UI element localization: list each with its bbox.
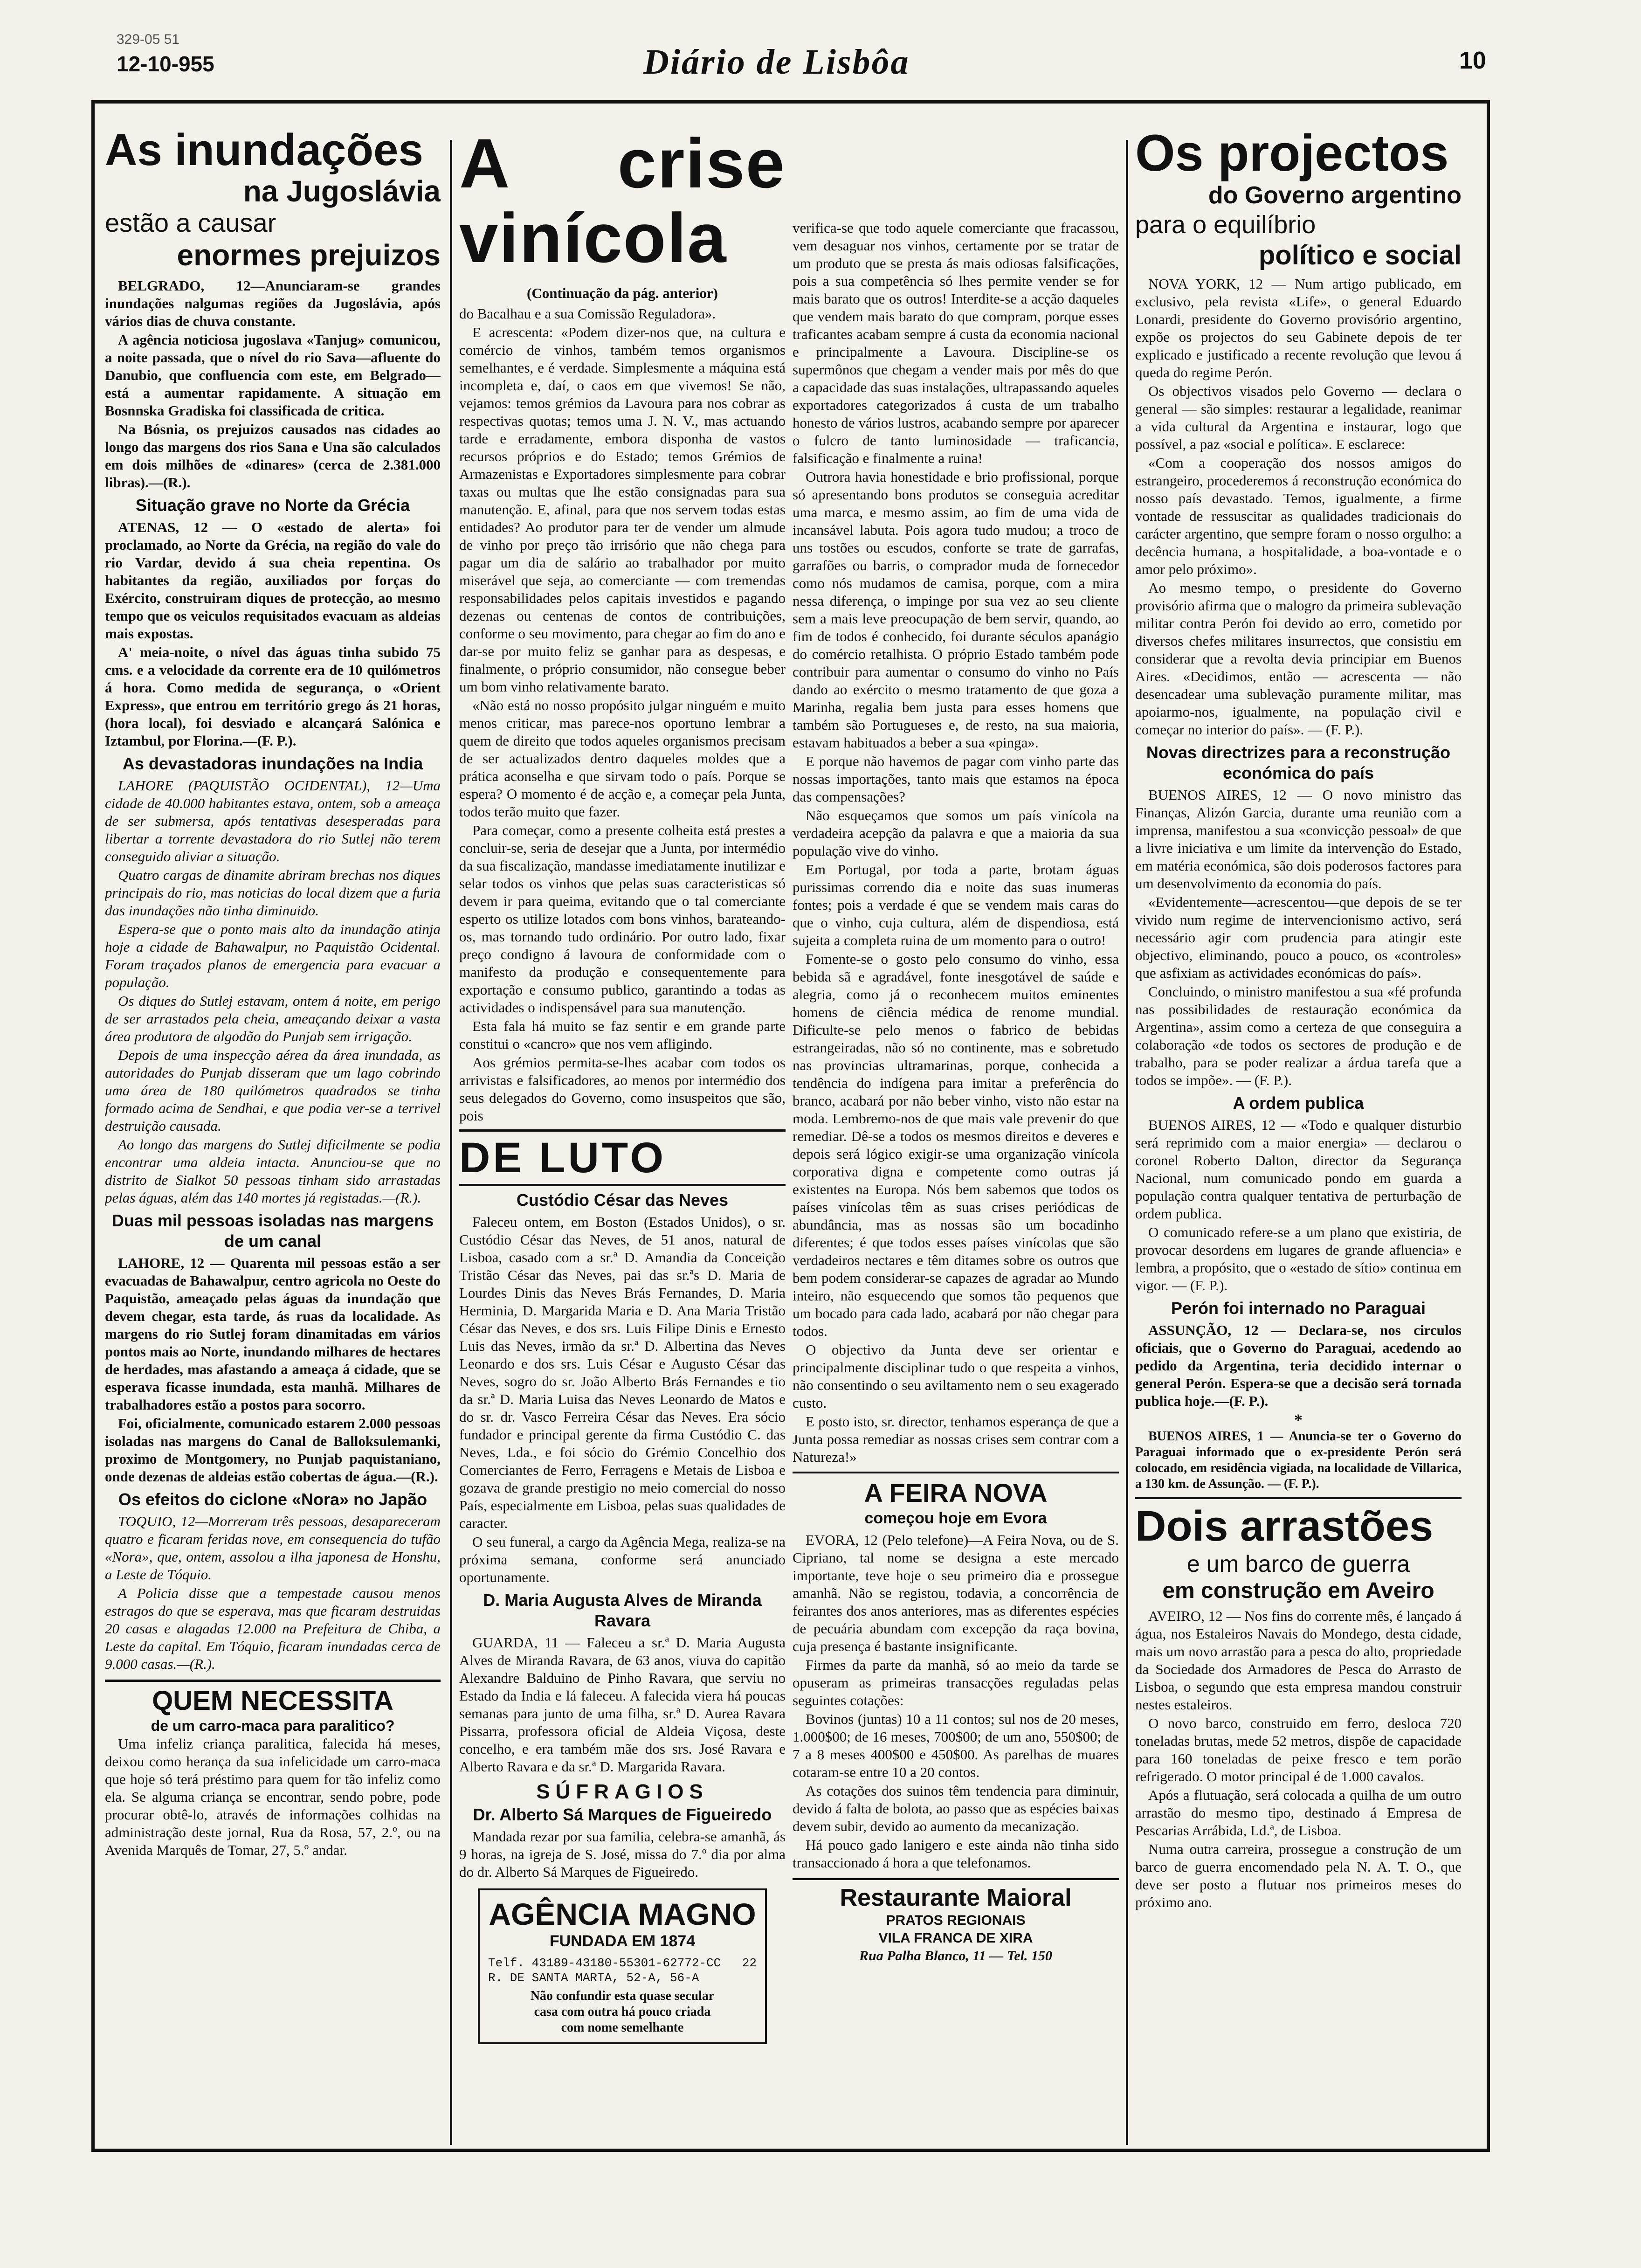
ad-address: R. DE SANTA MARTA, 52-A, 56-A [488, 1971, 699, 1985]
article-paragraph: Há pouco gado lanigero e este ainda não tinha sido transaccionado á hora a que telefonamos. [793, 1837, 1119, 1871]
article-paragraph: As cotações dos suinos têm tendencia para diminuir, devido á falta de bolota, ao passo que as espécies baixas devem subir, devido ao aumento da mecanização. [793, 1783, 1119, 1834]
obituary-paragraph: O seu funeral, a cargo da Agência Mega, realiza-se na próxima semana, conforme será anunciado oportunamente. [459, 1534, 786, 1585]
article-paragraph: Esta fala há muito se faz sentir e em grande parte constitui o «cancro» que nos vem afligindo. [459, 1018, 786, 1052]
restaurant-ad [793, 1878, 1119, 1965]
headline-floods: As inundações [105, 126, 423, 175]
ad-founded: FUNDADA EM 1874 [549, 1932, 696, 1950]
article-paragraph: Ao longo das margens do Sutlej dificilmente se podia encontrar uma aldeia intacta. Anunciou-se que no distrito de Sialkot 50 pessoas tinham sido arrastadas pelas águas, além das 140 mortes já registadas.—(R.). [105, 1136, 441, 1206]
headline-projectos: Os projectos [1135, 126, 1449, 182]
headline-yugoslavia: na Jugoslávia [243, 174, 441, 208]
ad-note-3: com nome semelhante [561, 2020, 684, 2035]
restaurant-name: Restaurante Maioral [840, 1884, 1072, 1911]
headline-aveiro: em construção em Aveiro [1162, 1578, 1434, 1603]
headline-quem-necessita: QUEM NECESSITA [152, 1686, 393, 1716]
article-paragraph: Quatro cargas de dinamite abriram brechas nos diques principais do rio, mas noticias do local dizem que a furia das inundações não tinha diminuido. [105, 867, 441, 919]
article-paragraph: Para começar, como a presente colheita está prestes a concluir-se, seria de desejar que a Junta, por intermédio da sua fiscalização, mandasse imediatamente inutilizar e selar todos os vinhos que pelas suas caracteristicas só devem ir para queima, evitando que o tal comerciante esperto os utilize lotados com bons vinhos, barateando-os, mas tornando tudo ordinário. Por outro lado, fixar preço condigno á lavoura de conformidade com o manifesto da produção e consequentemente para exportação e consumo publico, garantindo a todas as actividades o indispensável para sua manutenção. [459, 822, 786, 1016]
article-paragraph: O comunicado refere-se a um plano que existiria, de provocar desordens em lugares de grande afluencia» e lembra, a propósito, que o «estado de sítio» continua em vigor. — (F. P.). [1135, 1224, 1462, 1293]
column-wine-crisis-cont [793, 219, 1119, 2145]
obituary-name: D. Maria Augusta Alves de Miranda Ravara [483, 1590, 762, 1630]
sufragios-paragraph: Mandada rezar por sua familia, celebra-se amanhã, ás 9 horas, na igreja de S. José, missa do 7.º dia por alma do dr. Alberto Sá Marques de Figueiredo. [459, 1828, 786, 1880]
article-paragraph: verifica-se que todo aquele comerciante que fracassou, vem desaguar nos vinhos, certamente por se tratar de um produto que se presta ás mais odiosas falsificações, pois a sua competência só lhes permite vender se for mais barato que os outros! Interdite-se a acção daqueles que vendem mais barato do que compram, porque esses traficantes acabam sempre á custa da economia nacional e principalmente a Lavoura. Discipline-se os supermônos que chegam a vender mais por mês do que a capacidade das suas instalações, ultrapassando aqueles exportadores categorizados á custa de um trabalho honesto de vários lustros, acabando sempre por aparecer o fulcro de tanto luminosidade — traficancia, falsificação e finalmente a ruina! [793, 220, 1119, 466]
article-paragraph: Numa outra carreira, prossegue a construção de um barco de guerra encomendado pela N. A. T. O., que deve ser posto a flutuar nos primeiros meses do próximo ano. [1135, 1841, 1462, 1910]
article-paragraph: Após a flutuação, será colocada a quilha de um outro arrastão do mesmo tipo, destinado á Empresa de Pescarias Arrábida, Ld.ª, de Lisboa. [1135, 1787, 1462, 1839]
ad-phone: Telf. 43189-43180-55301-62772-CC [488, 1956, 721, 1970]
article-paragraph: BUENOS AIRES, 12 — O novo ministro das Finanças, Alizón Garcia, durante uma reunião com a imprensa, manifestou a sua «convicção pessoal» de que a livre iniciativa e um limite da intervenção do Estado, em matéria económica, são dois poderosos factores para um desenvolvimento da economia do país. [1135, 787, 1462, 892]
article-paragraph: A' meia-noite, o nível das águas tinha subido 75 cms. e a velocidade da corrente era de 10 quilómetros á hora. Como medida de segurança, o «Orient Express», que entrou em território grego ás 21 horas, (hora local), foi desviado e alcançará Salónica e Iztambul, por Florina.—(F. P.). [105, 644, 441, 749]
headline-governo-argentino: do Governo argentino [1208, 182, 1462, 209]
article-paragraph: AVEIRO, 12 — Nos fins do corrente mês, é lançado á água, nos Estaleiros Navais do Mondego, desta cidade, mais um novo arrastão para a pesca do alto, propriedade da Sociedade dos Armadores de Pesca do Arrasto de Lisboa, o segundo que esta empresa mandou construir nestes estaleiros. [1135, 1608, 1462, 1713]
article-paragraph: E posto isto, sr. director, tenhamos esperança de que a Junta possa remediar as nossas crises sem contrar com a Natureza!» [793, 1413, 1119, 1465]
column-rule [1126, 140, 1128, 2145]
article-paragraph: Concluindo, o ministro manifestou a sua «fé profunda nas possibilidades de restauração económica da Argentina», assim como a certeza de que conseguira a colaboração «de todos os sectores de produção e de trabalho, para se poder realizar a árdua tarefa que a todos se impõe». — (F. P.). [1135, 983, 1462, 1088]
article-paragraph: do Bacalhau e a sua Comissão Reguladora». [459, 305, 716, 322]
headline-wine-crisis: A crise vinícola [459, 126, 786, 277]
article-paragraph: LAHORE, 12 — Quarenta mil pessoas estão a ser evacuadas de Bahawalpur, centro agricola no Oeste do Paquistão, ameaçado pelas águas da inundação que devem chegar, esta tarde, ás ruas da localidade. As margens do rio Sutlej foram dinamitadas em vários pontos mais ao Norte, inundando milhares de hectares de herdades, mas afastando a ameaça á cidade, que se esperava ficasse inundada, esta manhã. Milhares de trabalhadores estão a postos para socorro. [105, 1255, 441, 1413]
subheading-ordem-publica: A ordem publica [1233, 1093, 1364, 1113]
restaurant-tagline: PRATOS REGIONAIS [886, 1913, 1026, 1928]
archive-reference: 329-05 51 [117, 32, 180, 47]
subheading-peron-internado: Perón foi internado no Paraguai [1171, 1299, 1426, 1318]
headline-politico-social: político e social [1258, 240, 1462, 270]
headline-equilibrio: para o equilíbrio [1135, 211, 1316, 239]
article-paragraph: Ao mesmo tempo, o presidente do Governo provisório afirma que o malogro da primeira sublevação militar contra Perón foi devido ao erro, cometido por diversos chefes militares insurrectos, que consistiu em considerar que a revolta devia principiar em Buenos Aires. «Decidimos, então — acrescenta — não desencadear uma sublevação puramente militar, mas apoiarmo-nos, igualmente, na população civil e começar no interior do país». — (F. P.). [1135, 580, 1462, 738]
article-paragraph: E acrescenta: «Podem dizer-nos que, na cultura e comércio de vinhos, também temos organismos semelhantes, e é verdade. Simplesmente a máquina está incompleta e, daí, o caos em que vivemos! Se não, vejamos: temos grémios da Lavoura para nos cobrar as respectivas quotas; temos uma J. N. V., mas actuando tarde e erradamente, embora disponha de vastos recursos próprios e do Estado; temos Grémios de Armazenistas e Exportadores simplesmente para cobrar taxas ou multas que lhe estão consignadas para sua manutenção. E, afinal, para que nos servem todas estas entidades? Ao produtor para ter de vender um almude de vinho por preço tão irrisório que não chega para pagar um dia de salário ao trabalhador por muito miserável que seja, ao comerciante — com tremendas responsabilidades pelos capitais investidos e pagando dezenas ou centenas de contos de contribuições, conforme o seu movimento, para chegar ao fim do ano e dar-se por muito feliz se ganhar para as despesas, e finalmente, o próprio consumidor, não consegue beber um bom vinho relativamente barato. [459, 324, 786, 695]
restaurant-town: VILA FRANCA DE XIRA [878, 1930, 1033, 1946]
subheading-cyclone: Os efeitos do ciclone «Nora» no Japão [118, 1490, 427, 1509]
restaurant-address: Rua Palha Blanco, 11 — Tel. 150 [859, 1948, 1052, 1964]
ad-name: AGÊNCIA MAGNO [489, 1897, 756, 1931]
obituary-paragraph: GUARDA, 11 — Faleceu a sr.ª D. Maria Augusta Alves de Miranda Ravara, de 63 anos, viuva do capitão Alexandre Balduino de Pinho Ravara, que serviu no Estado da India e lá faleceu. A falecida viera há poucas semanas para junto de uma filha, sr.ª D. Aurea Ravara Pissarra, professora oficial de Aldeia Viçosa, deste concelho, e era também mãe dos srs. José Ravara e Alberto Ravara e da sr.ª D. Margarida Ravara. [459, 1634, 786, 1775]
section-de-luto: DE LUTO [459, 1129, 786, 1186]
subheading-india: As devastadoras inundações na India [122, 754, 423, 773]
article-paragraph: Os objectivos visados pelo Governo — declara o general — são simples: restaurar a legalidade, reanimar a vida cultural da Argentina e instaurar, logo que possível, a paz «social e política». E esclarece: [1135, 383, 1462, 452]
agencia-magno-ad [478, 1888, 767, 2044]
article-paragraph: TOQUIO, 12—Morreram três pessoas, desapareceram quatro e ficaram feridas nove, em consequencia do tufão «Nora», que, ontem, assolou a ilha japonesa de Honshu, a Leste de Tóquio. [105, 1513, 441, 1583]
article-paragraph: «Não está no nosso propósito julgar ninguém e muito menos criticar, mas parece-nos oportuno lembrar a quem de direito que todos aqueles organismos precisam de ser actualizados dentro daqueles moldes que a prática aconselha e que sirvam todo o país. Porque se espera? O momento é de acção e, a começar pela Junta, todos terão muito que fazer. [459, 697, 786, 820]
column-rule [450, 140, 452, 2145]
page-number: 10 [1459, 47, 1486, 74]
sufragios-name: Dr. Alberto Sá Marques de Figueiredo [473, 1805, 772, 1824]
ad-note-2: casa com outra há pouco criada [534, 2005, 711, 2019]
issue-date: 12-10-955 [117, 52, 214, 76]
article-paragraph: «Com a cooperação dos nossos amigos do estrangeiro, procederemos á reconstrução económica do nosso país devastado. Temos, igualmente, a firme vontade de ressuscitar as qualidades tradicionais do carácter argentino, que sempre foram o nosso orgulho: a decência humana, a hospitalidade, a boa-vontade e o amor pelo próximo». [1135, 455, 1462, 577]
article-paragraph: «Evidentemente—acrescentou—que depois de se ter vivido num regime de intervencionismo activo, será necessário agir com prudencia para atingir este objectivo, eliminando, pouco a pouco, os «controles» que asfixiam as actividades económicas do país». [1135, 894, 1462, 981]
headline-dois-arrastoes: Dois arrastões [1135, 1502, 1434, 1550]
article-paragraph: ATENAS, 12 — O «estado de alerta» foi proclamado, ao Norte da Grécia, na região do vale do rio Vardar, devido á sua cheia repentina. Os habitantes da região, auxiliados por forças do Exército, construiram diques de protecção, ao mesmo tempo que os veiculos requisitados evacuam as aldeias mais expostas. [105, 519, 441, 642]
subheading-greece: Situação grave no Norte da Grécia [135, 496, 410, 515]
article-paragraph: Depois de uma inspecção aérea da área inundada, as autoridades do Punjab disseram que um lago cobrindo uma área de 180 quilómetros quadrados se tinha formado acima de Sendhai, e que podia ver-se a terrivel destruição causada. [105, 1047, 441, 1134]
article-paragraph: O novo barco, construido em ferro, desloca 720 toneladas brutas, mede 52 metros, dispõe de capacidade para 160 toneladas de peixe fresco e tem porão refrigerado. O motor principal é de 1.000 cavalos. [1135, 1715, 1462, 1784]
newspaper-masthead: Diário de Lisbôa [643, 42, 910, 82]
article-paragraph: Em Portugal, por toda a parte, brotam águas purissimas correndo dia e noite das suas inumeras fontes; pois a verdade é que se vendem mais caras do que o vinho, cuja cultura, além de dispendiosa, está sujeita a completa ruina de um momento para o outro! [793, 861, 1119, 948]
article-paragraph: Firmes da parte da manhã, só ao meio da tarde se opuseram as primeiras transacções reguladas pelas seguintes cotações: [793, 1657, 1119, 1708]
article-paragraph: EVORA, 12 (Pelo telefone)—A Feira Nova, ou de S. Cipriano, tal nome se designa a este mercado importante, teve hoje o seu primeiro dia e prossegue amanhã. Não se registou, todavia, a concorrência de feirantes dos anos anteriores, mas as diferentes espécies de pecuária abundam com excepção da raça bovina, cuja presença é bastante insignificante. [793, 1532, 1119, 1654]
column-argentina [1135, 126, 1462, 2145]
headline-losses: enormes prejuizos [177, 238, 441, 272]
article-paragraph: E porque não havemos de pagar com vinho parte das nossas importações, tanto mais que estamos na época das compensações? [793, 753, 1119, 805]
article-paragraph: NOVA YORK, 12 — Num artigo publicado, em exclusivo, pela revista «Life», o general Eduardo Lonardi, presidente do Governo provisório argentino, expõe os projectos do seu Gabinete depois de ter explicado e justificado a recente revolução que levou á queda do regime Perón. [1135, 276, 1462, 380]
article-paragraph: Fomente-se o gosto pelo consumo do vinho, essa bebida sã e agradável, fonte inesgotável de saúde e alegria, como já o reconhecem muitos eminentes homens de ciência médica de renome mundial. Dificulte-se pelo menos o fabrico de bebidas estrangeiradas, não só no continente, mas e sobretudo nas provincias ultramarinas, porque, conhecida a tendência do indígena para imitar a preferência do branco, acabará por não beber vinho, visto não estar na moda. Lembremo-nos de que mais vale prevenir do que remediar. Dê-se a todos os mesmos direitos e deveres e depois será lógico exigir-se uma organização vinícola corporativa digna e competente como outras já existentes na Europa. Nós bem sabemos que todos os países vinícolas têm as suas crises periódicas de abundância, mas as nossas são um bocadinho diferentes; é que todos esses países vinícolas que são verdadeiros nectares e têm ditames sobre os outros que bem podem considerar-se capazes de agradar ao Mundo inteiro, não esquecendo que somos tão pequenos que um bocado para cada lado, acabará por não chegar para todos. [793, 951, 1119, 1339]
subheading-evora: começou hoje em Evora [864, 1509, 1047, 1527]
article-paragraph: Na Bósnia, os prejuizos causados nas cidades ao longo das margens dos rios Sana e Una são calculados em dois milhões de «dinares» (cerca de 2.381.000 libras).—(R.). [105, 421, 441, 491]
article-paragraph: A Policia disse que a tempestade causou menos estragos do que se esperava, mas que ficaram destruidas 20 casas e alagadas 12.000 na Prefeitura de Chiba, a Leste da capital. Em Tóquio, ficaram inundadas cerca de 9.000 casas.—(R.). [105, 1585, 441, 1672]
subheading-novas-directrizes: Novas directrizes para a reconstrução económica do país [1146, 743, 1451, 782]
subheading-canal: Duas mil pessoas isoladas nas margens de um canal [111, 1211, 434, 1251]
article-paragraph: Uma infeliz criança paralitica, falecida há meses, deixou como herança da sua infelicidade um carro-maca que hoje só terá préstimo para quem for tão infeliz como ela. Se alguma criança se encontrar, sendo pobre, pode procurar obtê-lo, através de informações colhidas na administração deste jornal, Rua da Rosa, 57, 2.º, ou na Avenida Marquês de Tomar, 27, 5.º andar. [105, 1736, 441, 1858]
article-paragraph: Aos grémios permita-se-lhes acabar com todos os arrivistas e falsificadores, ao menos por intermédio dos seus delegados do Governo, como insuspeitos que são, pois [459, 1054, 786, 1124]
article-paragraph: BELGRADO, 12—Anunciaram-se grandes inundações nalgumas regiões da Jugoslávia, após vários dias de chuva constante. [105, 277, 441, 329]
obituary-name: Custódio César das Neves [516, 1190, 729, 1210]
article-paragraph: Bovinos (juntas) 10 a 11 contos; sul nos de 20 meses, 1.000$00; de 16 meses, 700$00; de um ano, 550$00; de 7 a 8 meses 400$00 e 450$00. As parelhas de muares cotaram-se entre 10 a 20 contos. [793, 1711, 1119, 1780]
article-paragraph: Os diques do Sutlej estavam, ontem á noite, em perigo de ser arrastados pela cheia, ameaçando deixar a vasta área produtora de algodão do Punjab sem irrigação. [105, 993, 441, 1044]
article-paragraph: O objectivo da Junta deve ser orientar e principalmente disciplinar tudo o que respeita a vinhos, não consentindo o seu aviltamento nem o seu exagerado custo. [793, 1341, 1119, 1411]
article-paragraph: Outrora havia honestidade e brio profissional, porque só apresentando bons produtos se conseguia acreditar uma marca, e mesmo assim, ao fim de uma vida de incansável labuta. Pois agora tudo mudou; a troco de uns tostões ou escudos, conforte se trate de garrafas, garrafões ou barris, o comprador muda de fornecedor como nós mudamos de camisa, porque, com a mira nessa diferença, o impinge por sua vez ao seu cliente sem a mais leve preocupação de bem servir, quando, ao fim de todos é conhecido, foi durante séculos apanágio do comércio retalhista. O próprio Estado também pode contribuir para aumentar o consumo do vinho no País dando ao exército o mesmo tratamento de que goza a Marinha, regalia bem justa para esses homens que também são Portugueses e, de resto, na sua maioria, estavam habituados a beber a sua «pinga». [793, 469, 1119, 751]
article-paragraph: LAHORE (PAQUISTÃO OCIDENTAL), 12—Uma cidade de 40.000 habitantes estava, ontem, sob a ameaça de ser submersa, após tentativas desesperadas para libertar a torrente devastadora do rio Sutlej não terem conseguido aliviar a situação. [105, 777, 441, 864]
headline-barco-guerra: e um barco de guerra [1186, 1551, 1410, 1577]
column-floods [105, 126, 441, 2145]
ad-number: 22 [742, 1956, 757, 1970]
headline-feira-nova: A FEIRA NOVA [864, 1478, 1048, 1507]
article-paragraph: A agência noticiosa jugoslava «Tanjug» comunicou, a noite passada, que o nível do rio Sava—afluente do Danubio, que confluencia com este, em Belgrado—está a aumentar rapidamente. A situação em Bosnnska Gradiska foi classificada de critica. [105, 332, 441, 419]
article-paragraph: Espera-se que o ponto mais alto da inundação atinja hoje a cidade de Bahawalpur, no Paquistão Ocidental. Foram traçados planos de emergencia para evacuar a população. [105, 921, 441, 990]
article-paragraph: BUENOS AIRES, 12 — «Todo e qualquer disturbio será reprimido com a maior energia» — declarou o coronel Roberto Dalton, director da Segurança Nacional, num comunicado pondo em guarda a população contra qualquer tentativa de perturbação de ordem publica. [1135, 1117, 1462, 1222]
sufragios-heading: SÚFRAGIOS [536, 1780, 709, 1803]
ad-note-1: Não confundir esta quase secular [530, 1989, 715, 2003]
article-paragraph: Não esqueçamos que somos um país vinícola na verdadeira acepção da palavra e que a maioria da sua população vive do vinho. [793, 807, 1119, 859]
obituary-paragraph: Faleceu ontem, em Boston (Estados Unidos), o sr. Custódio César das Neves, de 51 anos, natural de Lisboa, casado com a sr.ª D. Amandia da Conceição Tristão César das Neves, pai das sr.ªs D. Maria de Lourdes Dinis das Neves Brás Fernandes, D. Maria Herminia, D. Margarida Maria e D. Ana Maria Tristão César das Neves, e dos srs. Luis Filipe Dinis e Ernesto Luis das Neves, irmão da sr.ª D. Albertina das Neves Leonardo e dos srs. Luis César e Augusto César das Neves, sogro do sr. João Alberto Brás Fernandes e tio da sr.ª D. Maria Luisa das Neves Leonardo de Matos e do sr. dr. Vasco Ferreira César das Neves. Era sócio fundador e principal gerente da firma Custódio C. das Neves, Lda., e foi sócio do Grémio Concelhio dos Comerciantes de Ferro, Ferragens e Metais de Lisboa e gozava de grande prestigio no meio comercial do nosso País, especialmente em Lisboa, pelas suas qualidades de caracter. [459, 1214, 786, 1531]
article-paragraph: Foi, oficialmente, comunicado estarem 2.000 pessoas isoladas nas margens do Canal de Balloksulemanki, proximo de Montgomery, no Punjab paquistaniano, onde dezenas de aldeias estão cobertas de água.—(R.). [105, 1415, 441, 1485]
article-paragraph: ASSUNÇÃO, 12 — Declara-se, nos circulos oficiais, que o Governo do Paraguai, acedendo ao pedido da Argentina, teria decidido internar o general Perón. Espera-se que a decisão será tornada publica hoje.—(F. P.). [1135, 1322, 1462, 1409]
separator-star: * [1294, 1411, 1303, 1429]
continuation-note: (Continuação da pág. anterior) [527, 285, 718, 301]
column-wine-crisis [459, 126, 786, 2145]
headline-floods-line3: estão a causar [105, 208, 276, 237]
article-paragraph: BUENOS AIRES, 1 — Anuncia-se ter o Governo do Paraguai informado que o ex-presidente Perón será colocado, em residência vigiada, na localidade de Villarica, a 130 km. de Assunção. — (F. P.). [1135, 1429, 1462, 1491]
subheading-carro-maca: de um carro-maca para paralitico? [151, 1717, 395, 1734]
